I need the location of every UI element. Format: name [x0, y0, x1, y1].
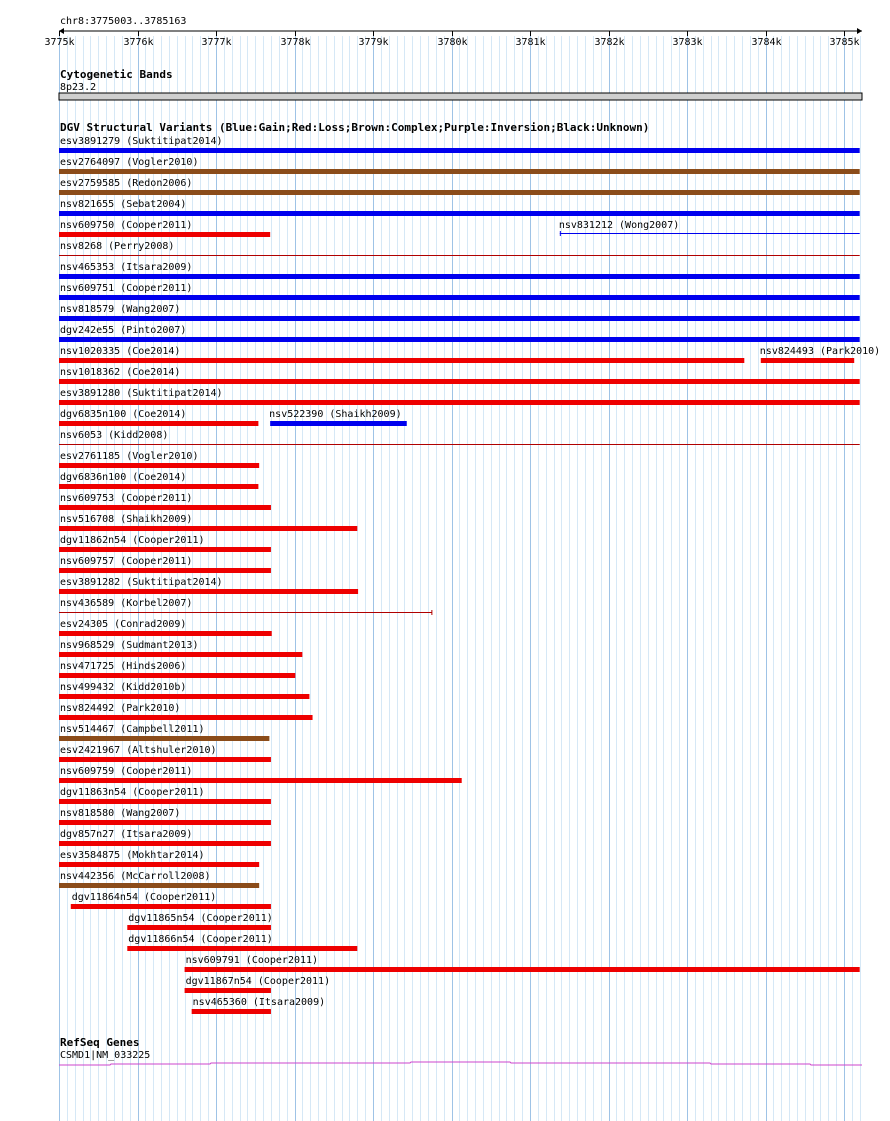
variant-bar[interactable]	[59, 778, 462, 783]
variant-label: dgv11865n54 (Cooper2011)	[128, 913, 273, 924]
variant-bar[interactable]	[59, 400, 860, 405]
variant-label: dgv242e55 (Pinto2007)	[60, 325, 187, 336]
variant-bar[interactable]	[59, 673, 295, 678]
variant-bar[interactable]	[59, 316, 860, 321]
variant-label: nsv609791 (Cooper2011)	[185, 955, 319, 966]
variant-bar[interactable]	[59, 232, 270, 237]
variant-label: nsv499432 (Kidd2010b)	[60, 682, 187, 693]
variant-bar[interactable]	[59, 799, 271, 804]
variant-label: esv3891280 (Suktitipat2014)	[60, 388, 223, 399]
variant-label: nsv609759 (Cooper2011)	[60, 766, 193, 777]
variant-bar[interactable]	[59, 883, 259, 888]
variant-bar[interactable]	[761, 358, 854, 363]
ruler-ticks	[44, 31, 859, 48]
variant-bar[interactable]	[59, 379, 860, 384]
range-label: chr8:3775003..3785163	[60, 16, 187, 27]
ruler-tick-label: 3784k	[751, 37, 782, 48]
variant-bar[interactable]	[59, 295, 860, 300]
variant-label: nsv968529 (Sudmant2013)	[60, 640, 199, 651]
variant-label: nsv1018362 (Coe2014)	[60, 367, 181, 378]
variant-label: esv2759585 (Redon2006)	[60, 178, 193, 189]
variant-bar[interactable]	[192, 1009, 271, 1014]
variant-bar[interactable]	[71, 904, 271, 909]
variant-label: dgv6836n100 (Coe2014)	[60, 472, 187, 483]
variant-bar[interactable]	[185, 967, 860, 972]
variant-label: nsv465353 (Itsara2009)	[60, 262, 193, 273]
variant-label: nsv514467 (Campbell2011)	[60, 724, 205, 735]
ruler-tick-label: 3777k	[201, 37, 232, 48]
variant-label: dgv11866n54 (Cooper2011)	[128, 934, 273, 945]
variant-label: esv3584875 (Mokhtar2014)	[60, 850, 205, 861]
ruler-tick-label: 3775k	[44, 37, 75, 48]
variant-bar[interactable]	[59, 631, 272, 636]
variant-label: nsv609750 (Cooper2011)	[60, 220, 193, 231]
variant-label: esv24305 (Conrad2009)	[60, 619, 187, 630]
cytoband-bar[interactable]	[59, 93, 862, 100]
variant-label: nsv609751 (Cooper2011)	[60, 283, 193, 294]
variant-label: dgv11863n54 (Cooper2011)	[60, 787, 205, 798]
variant-label: dgv11862n54 (Cooper2011)	[60, 535, 205, 546]
variant-bar[interactable]	[59, 736, 269, 741]
variant-label: nsv516708 (Shaikh2009)	[60, 514, 193, 525]
variant-bar[interactable]	[59, 358, 744, 363]
variant-bar[interactable]	[59, 862, 259, 867]
ruler-tick-label: 3779k	[358, 37, 389, 48]
ruler-tick-label: 3778k	[280, 37, 311, 48]
variant-label: nsv609757 (Cooper2011)	[60, 556, 193, 567]
variant-bar[interactable]	[59, 841, 271, 846]
variant-bar[interactable]	[59, 190, 860, 195]
ruler-tick-label: 3780k	[437, 37, 468, 48]
variant-label: esv2421967 (Altshuler2010)	[60, 745, 217, 756]
variant-label: dgv6835n100 (Coe2014)	[60, 409, 187, 420]
variant-label: nsv471725 (Hinds2006)	[60, 661, 187, 672]
variant-label: nsv6053 (Kidd2008)	[60, 430, 169, 441]
variant-bar[interactable]	[59, 463, 259, 468]
variant-bar[interactable]	[59, 820, 271, 825]
variant-label: dgv857n27 (Itsara2009)	[60, 829, 193, 840]
variant-label: nsv609753 (Cooper2011)	[60, 493, 193, 504]
variant-bar[interactable]	[59, 694, 309, 699]
dgv-features	[59, 136, 880, 1014]
variant-bar[interactable]	[59, 337, 860, 342]
variant-bar[interactable]	[59, 547, 271, 552]
variant-bar[interactable]	[59, 568, 271, 573]
variant-bar[interactable]	[59, 505, 271, 510]
variant-label: dgv11867n54 (Cooper2011)	[185, 976, 331, 987]
ruler-tick-label: 3776k	[123, 37, 154, 48]
variant-label: nsv831212 (Wong2007)	[558, 220, 680, 231]
refseq-gene-label: CSMD1|NM_033225	[60, 1050, 151, 1061]
variant-label: esv3891282 (Suktitipat2014)	[60, 577, 223, 588]
variant-bar[interactable]	[59, 715, 313, 720]
ruler-right-arrow	[857, 28, 862, 34]
cytoband-label: 8p23.2	[60, 82, 97, 93]
variant-bar[interactable]	[127, 946, 357, 951]
variant-bar[interactable]	[59, 484, 258, 489]
variant-label: nsv1020335 (Coe2014)	[60, 346, 181, 357]
variant-bar[interactable]	[59, 757, 271, 762]
variant-label: esv2761185 (Vogler2010)	[60, 451, 199, 462]
variant-bar[interactable]	[59, 148, 860, 153]
variant-label: nsv818580 (Wang2007)	[60, 808, 181, 819]
ruler-tick-label: 3781k	[515, 37, 546, 48]
variant-bar[interactable]	[185, 988, 271, 993]
variant-label: nsv442356 (McCarroll2008)	[60, 871, 211, 882]
dgv-track-title: DGV Structural Variants (Blue:Gain;Red:Loss;Brown:Complex;Purple:Inversion;Black:Unknown)	[60, 121, 650, 134]
refseq-track-title: RefSeq Genes	[60, 1036, 140, 1049]
cytoband-track-title: Cytogenetic Bands	[60, 68, 173, 81]
variant-label: nsv821655 (Sebat2004)	[60, 199, 187, 210]
variant-label: nsv522390 (Shaikh2009)	[269, 409, 402, 420]
variant-label: dgv11864n54 (Cooper2011)	[71, 892, 217, 903]
variant-bar[interactable]	[59, 652, 302, 657]
ruler-tick-label: 3782k	[594, 37, 625, 48]
variant-label: esv3891279 (Suktitipat2014)	[60, 136, 223, 147]
variant-bar[interactable]	[59, 211, 860, 216]
variant-bar[interactable]	[59, 526, 357, 531]
variant-label: nsv436589 (Korbel2007)	[60, 598, 193, 609]
variant-bar[interactable]	[270, 421, 407, 426]
ruler-tick-label: 3783k	[672, 37, 703, 48]
variant-label: nsv8268 (Perry2008)	[60, 241, 175, 252]
variant-bar[interactable]	[59, 589, 358, 594]
variant-bar[interactable]	[59, 274, 860, 279]
variant-bar[interactable]	[59, 169, 860, 174]
ruler-tick-label: 3785k	[829, 37, 860, 48]
variant-label: nsv824493 (Park2010)	[759, 346, 881, 357]
refseq-gene-line[interactable]	[59, 1062, 862, 1065]
variant-bar[interactable]	[127, 925, 271, 930]
variant-label: nsv818579 (Wang2007)	[60, 304, 181, 315]
variant-label: nsv465360 (Itsara2009)	[192, 997, 326, 1008]
variant-label: nsv824492 (Park2010)	[60, 703, 181, 714]
variant-bar[interactable]	[59, 421, 258, 426]
variant-label: esv2764097 (Vogler2010)	[60, 157, 199, 168]
